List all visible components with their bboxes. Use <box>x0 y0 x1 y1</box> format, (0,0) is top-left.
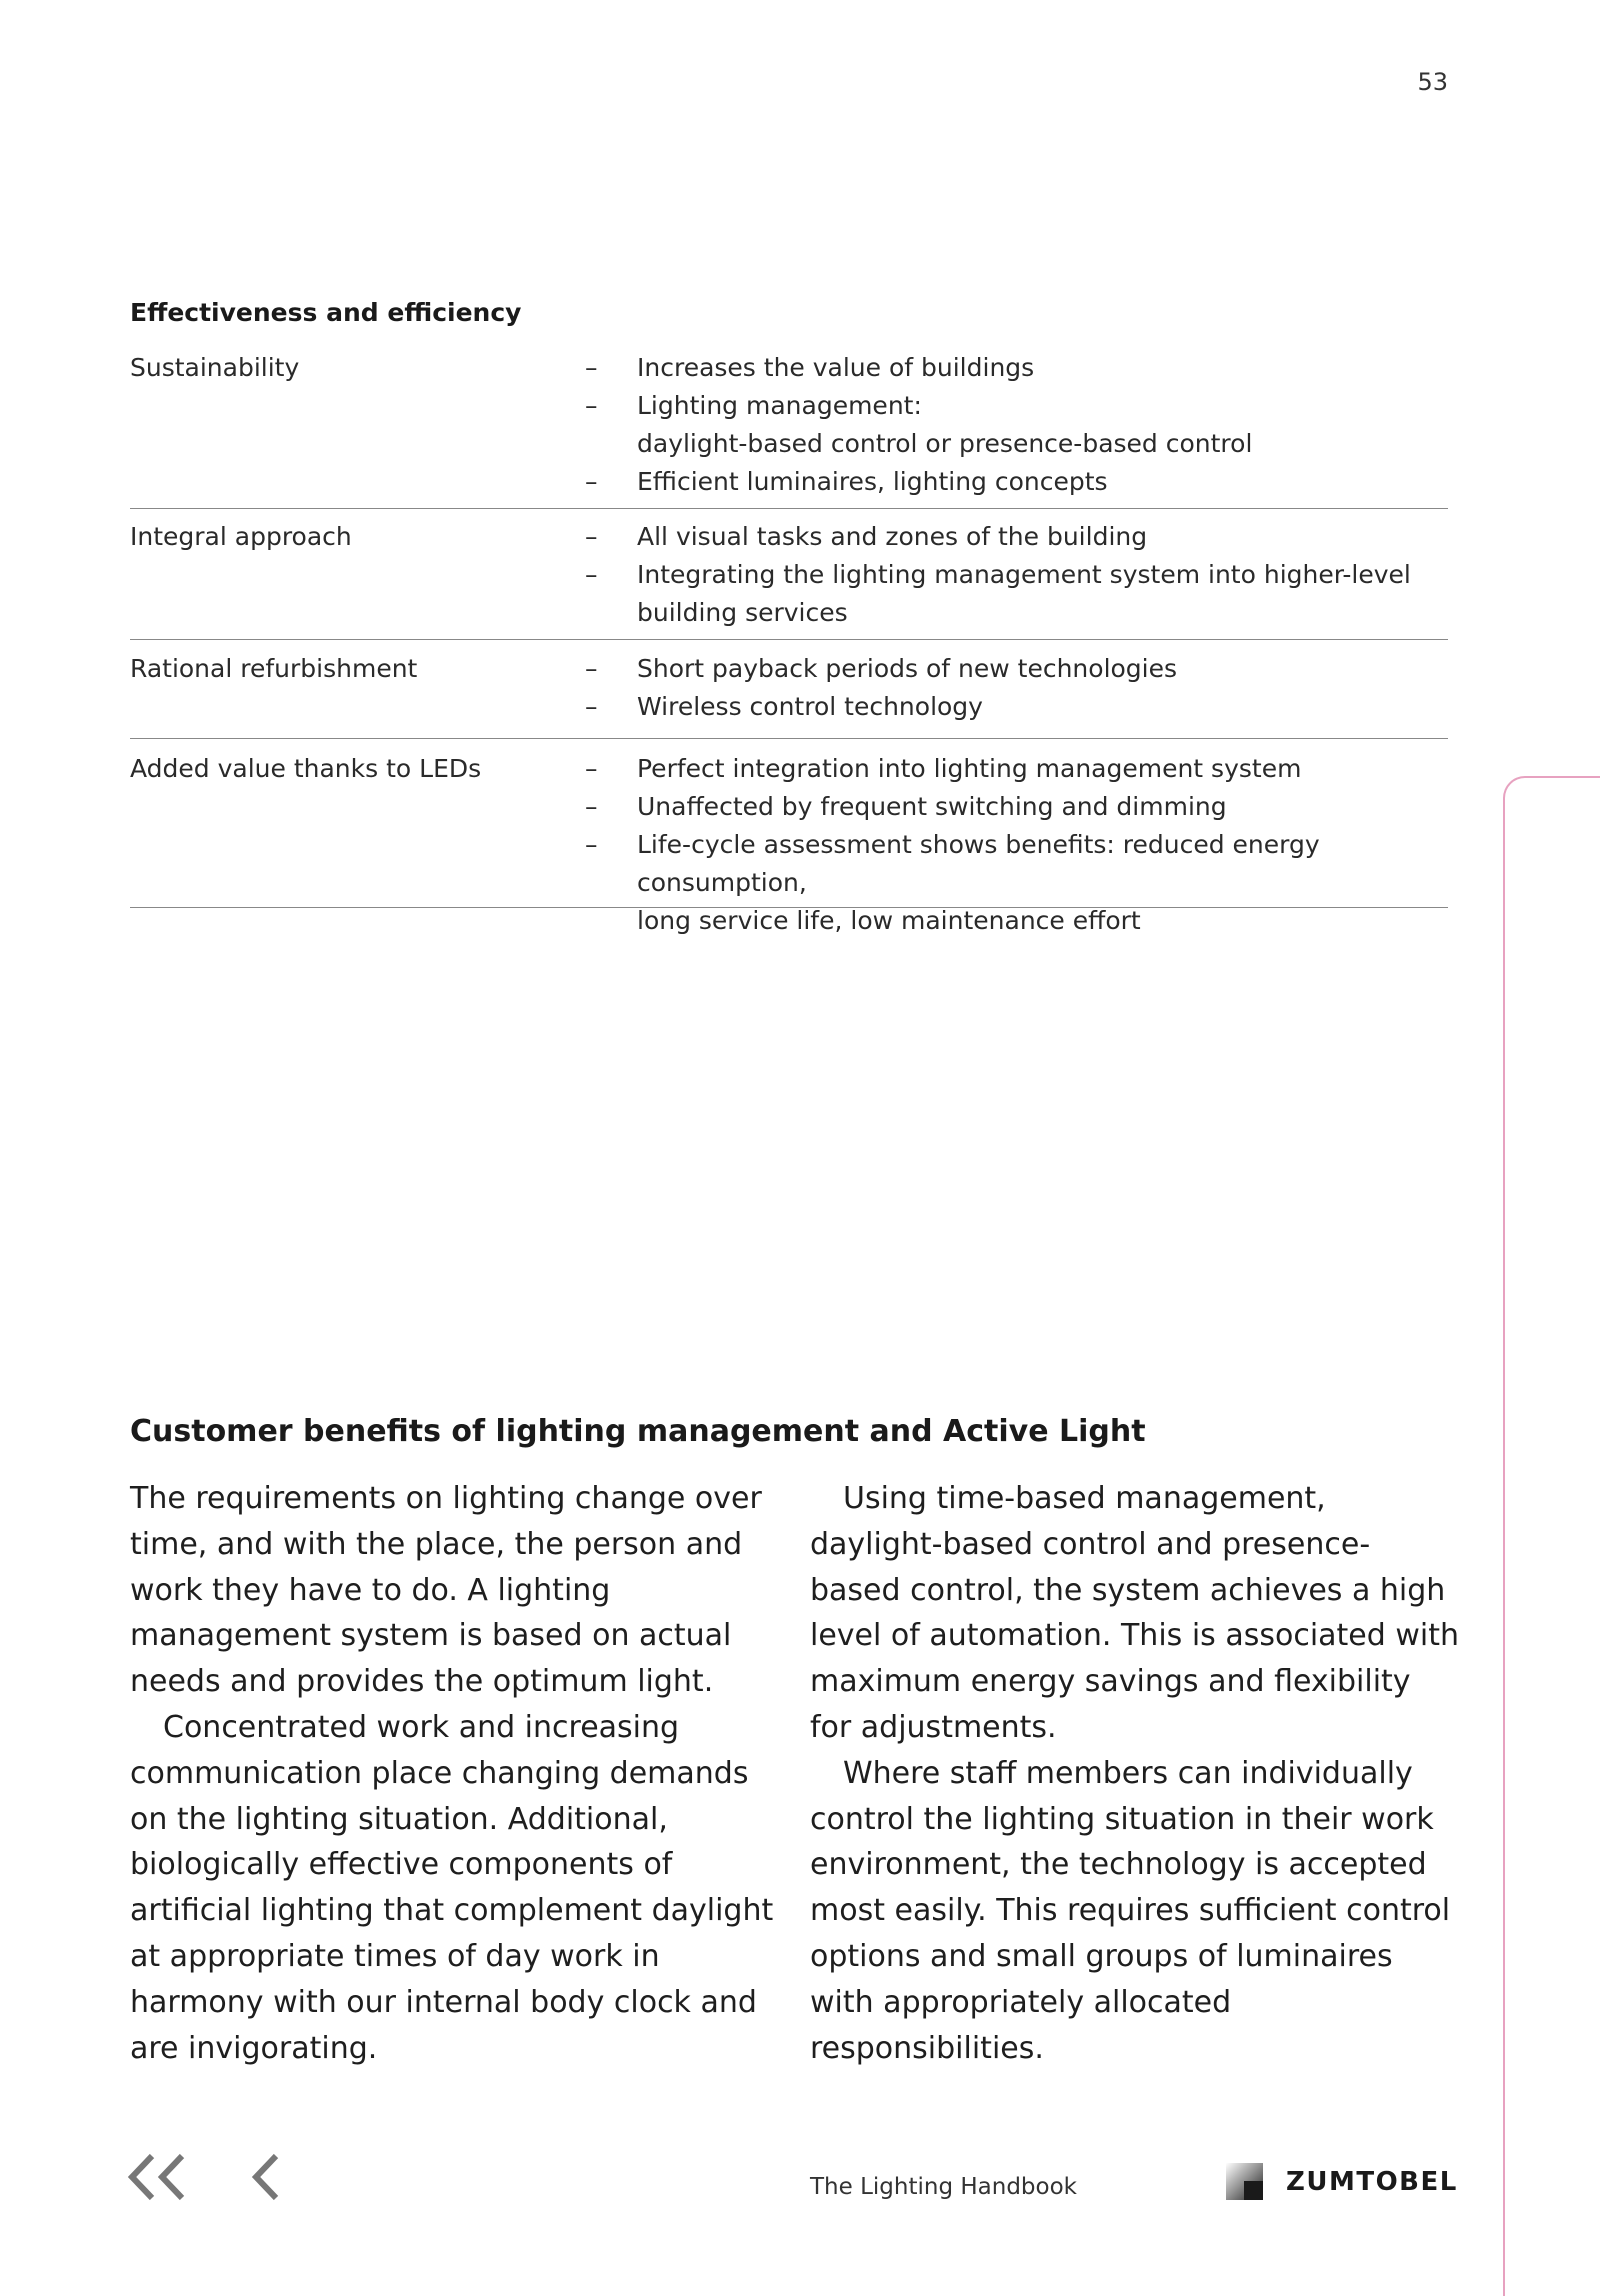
footer-title: The Lighting Handbook <box>810 2174 1077 2200</box>
paragraph: The requirements on lighting change over time, and with the place, the person and work they have to do. A lighting management system is based on actual needs and provides the optimum light. <box>130 1481 762 1700</box>
bullet-list <box>585 650 1448 726</box>
bullet-list <box>585 349 1448 501</box>
row-label: Rational refurbishment <box>130 654 418 683</box>
list-item: – Short payback periods of new technologies <box>585 650 1448 688</box>
page-number: 53 <box>1417 68 1448 96</box>
body-column-right <box>810 1476 1460 2071</box>
list-item: – Life-cycle assessment shows benefits: reduced energy consumption, long service life, low maintenance effort <box>585 826 1448 940</box>
row-divider <box>130 907 1448 908</box>
brand-logo-text[interactable]: ZUMTOBEL <box>1286 2167 1458 2197</box>
paragraph: Concentrated work and increasing communication place changing demands on the lighting situation. Additional, biologically effective components of artificial lighting that complement daylight at appropriate times of day work in harmony with our internal body clock and are invigorating. <box>130 1709 774 2066</box>
list-item: – Lighting management: daylight-based control or presence-based control <box>585 387 1448 463</box>
row-label: Added value thanks to LEDs <box>130 754 482 783</box>
list-item: – Efficient luminaires, lighting concepts <box>585 463 1448 501</box>
bullet-list <box>585 750 1448 940</box>
paragraph: Where staff members can individually control the lighting situation in their work environment, the technology is accepted most easily. This requires sufficient control options and small groups of luminaires with appropriately allocated responsibilities. <box>810 1755 1451 2066</box>
section-title: Customer benefits of lighting management and Active Light <box>130 1414 1146 1449</box>
side-tab-line <box>1503 776 1600 2296</box>
list-item: – All visual tasks and zones of the building <box>585 518 1448 556</box>
row-label: Integral approach <box>130 522 352 551</box>
row-divider <box>130 738 1448 739</box>
list-item: – Integrating the lighting management system into higher-level building services <box>585 556 1448 632</box>
list-item: – Wireless control technology <box>585 688 1448 726</box>
list-item: – Increases the value of buildings <box>585 349 1448 387</box>
list-item: – Unaffected by frequent switching and dimming <box>585 788 1448 826</box>
table-heading: Effectiveness and efficiency <box>130 298 522 327</box>
paragraph: Using time-based management, daylight-based control and presence-based control, the system achieves a high level of automation. This is associated with maximum energy savings and flexibility for adjustments. <box>810 1481 1459 1745</box>
row-divider <box>130 639 1448 640</box>
double-chevron-left-icon[interactable] <box>126 2152 188 2202</box>
row-divider <box>130 508 1448 509</box>
list-item: – Perfect integration into lighting management system <box>585 750 1448 788</box>
body-column-left <box>130 1476 780 2071</box>
bullet-list <box>585 518 1448 632</box>
chevron-left-icon[interactable] <box>250 2152 282 2202</box>
zumtobel-logo-icon <box>1226 2163 1263 2200</box>
row-label: Sustainability <box>130 353 300 382</box>
